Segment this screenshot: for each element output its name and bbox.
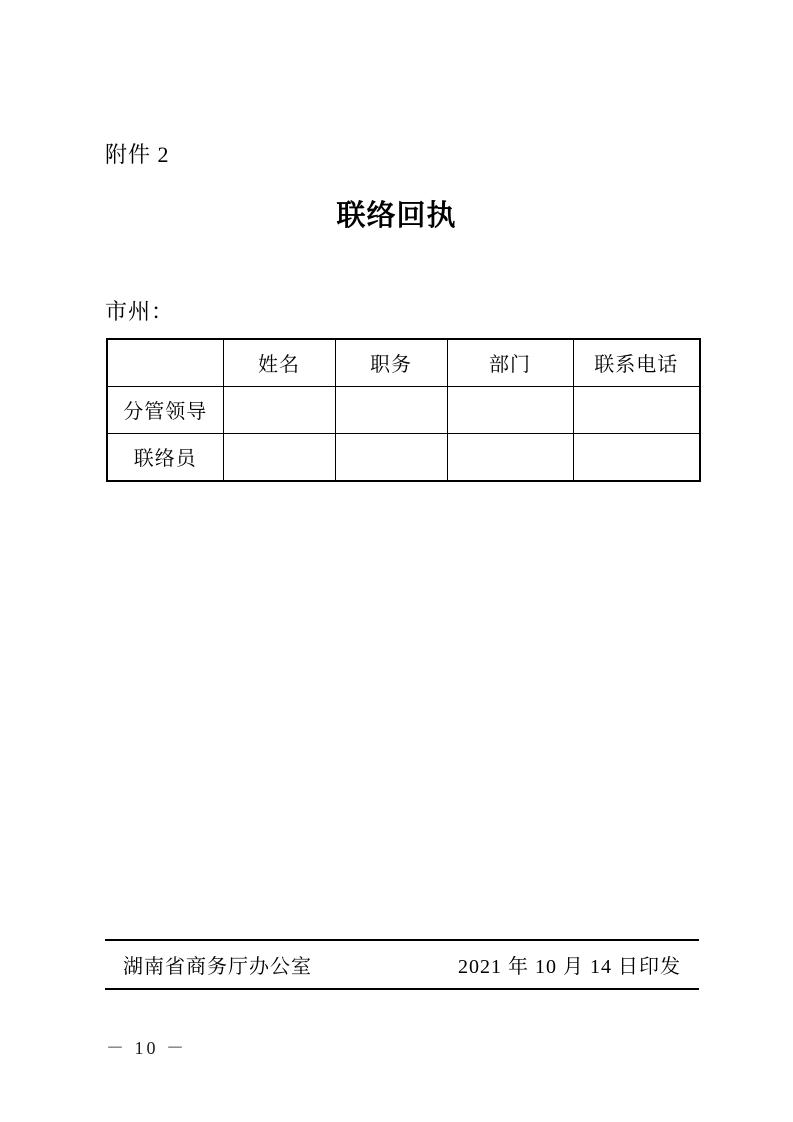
table-header-phone: 联系电话: [573, 339, 700, 386]
issuer-office: 湖南省商务厅办公室: [123, 956, 312, 978]
table-cell-empty: [223, 386, 335, 433]
table-row: [107, 433, 700, 481]
table-cell-empty: [335, 386, 447, 433]
table-cell-empty: [573, 386, 700, 433]
page-title: 联络回执: [336, 200, 457, 232]
attachment-label: 附件 2: [105, 142, 170, 167]
table-header-position: 职务: [335, 339, 447, 386]
table-cell-empty: [447, 386, 573, 433]
table-header-row: [107, 339, 700, 386]
table-header-corner: [107, 339, 223, 386]
row-label-leader: 分管领导: [107, 386, 223, 433]
table-header-department: 部门: [447, 339, 573, 386]
colophon: [105, 939, 699, 990]
contact-table: [106, 338, 701, 482]
region-label: 市州：: [105, 299, 175, 324]
table-cell-empty: [447, 433, 573, 481]
print-date: 2021 年 10 月 14 日印发: [458, 956, 681, 978]
table-cell-empty: [335, 433, 447, 481]
table-cell-empty: [573, 433, 700, 481]
page-number: － 10 －: [106, 1038, 187, 1058]
table-cell-empty: [223, 433, 335, 481]
table-header-name: 姓名: [223, 339, 335, 386]
table-row: [107, 386, 700, 433]
row-label-liaison: 联络员: [107, 433, 223, 481]
